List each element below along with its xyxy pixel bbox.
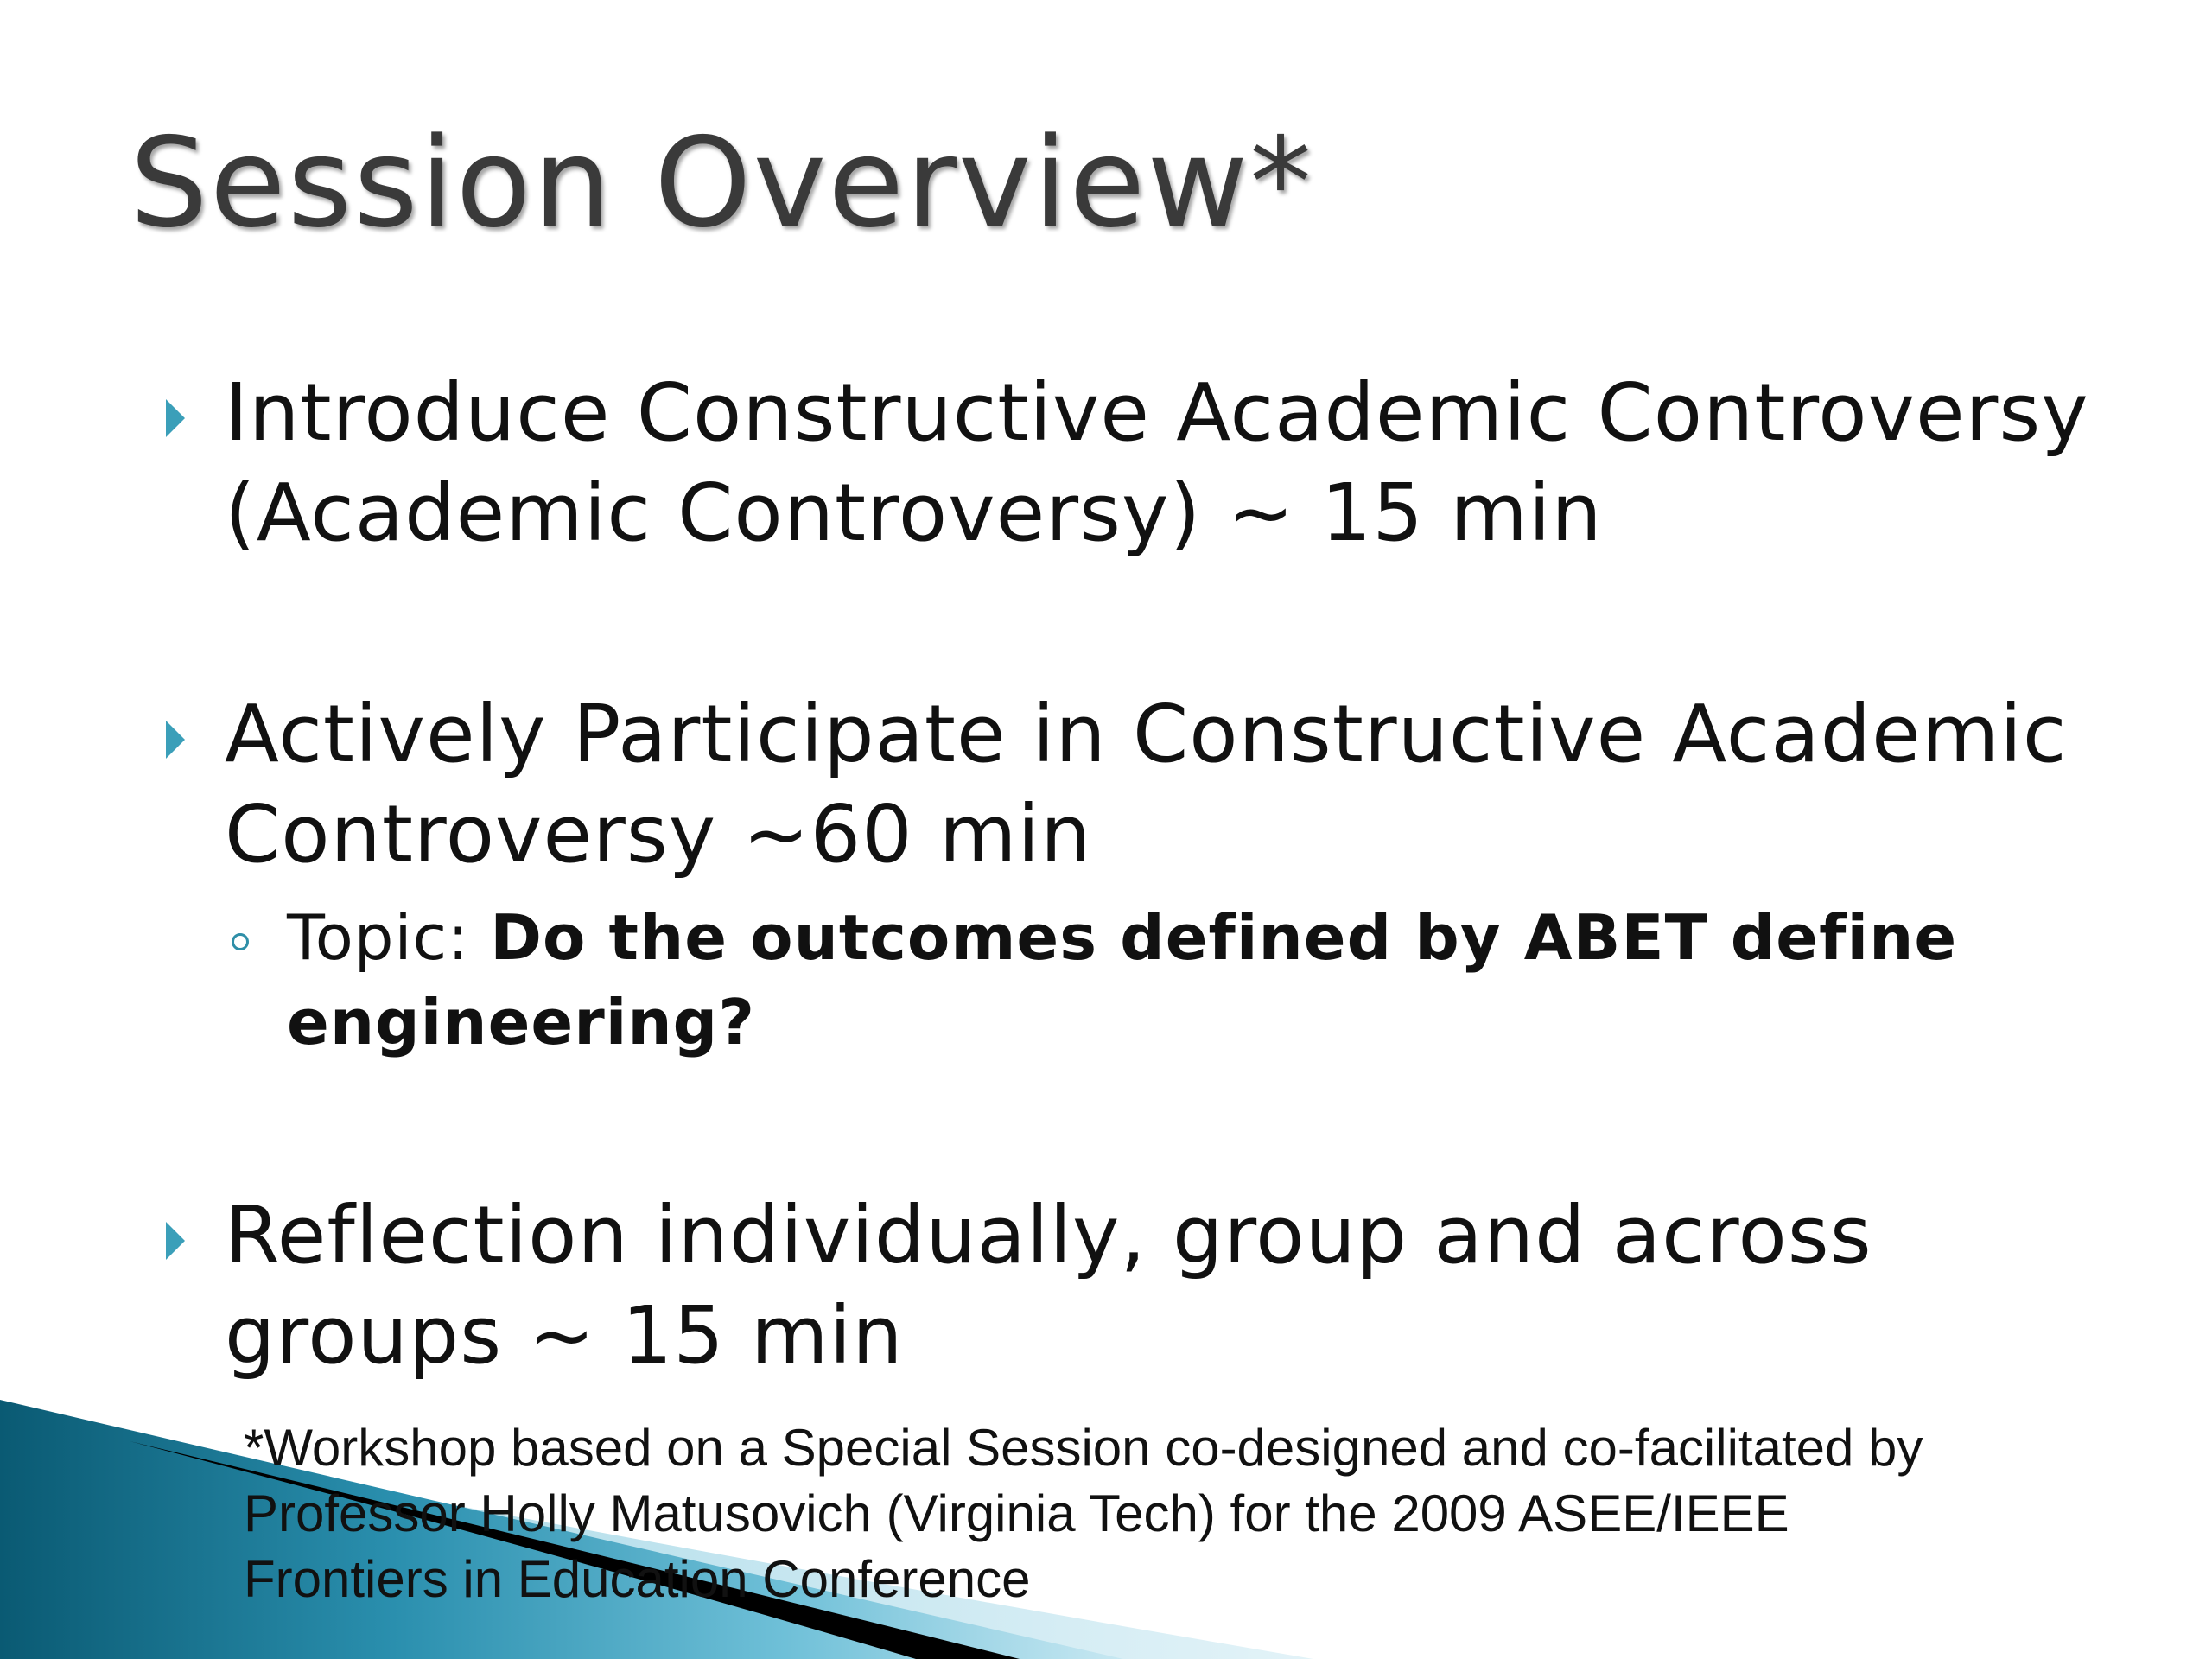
sub-bullet-topic xyxy=(225,895,2126,1065)
sub-bullet-line xyxy=(287,895,2126,980)
bullet-text-line: groups ~ 15 min xyxy=(225,1289,904,1382)
slide-title: Session Overview* xyxy=(130,111,1313,255)
bullet-text-line: Controversy ~60 min xyxy=(225,788,1092,880)
sub-bullet-list xyxy=(225,895,2126,1065)
bullet-list xyxy=(156,363,2126,1386)
bullet-text-line: Reflection individually, group and across xyxy=(225,1189,1872,1281)
bullet-text-line: Actively Participate in Constructive Academic xyxy=(225,688,2068,780)
circle-outline-icon xyxy=(232,933,249,950)
bullet-text-line: Introduce Constructive Academic Controversy xyxy=(225,366,2089,459)
footnote-line: Professor Holly Matusovich (Virginia Tech) for the 2009 ASEE/IEEE xyxy=(244,1484,1789,1542)
triangle-right-icon xyxy=(166,721,185,759)
footnote xyxy=(244,1415,2171,1612)
footnote-line: Frontiers in Education Conference xyxy=(244,1550,1031,1608)
topic-question-continued: engineering? xyxy=(287,986,755,1058)
bullet-item-introduce xyxy=(156,363,2126,563)
bullet-text-line: (Academic Controversy) ~ 15 min xyxy=(225,467,1603,559)
footnote-line: *Workshop based on a Special Session co-designed and co-facilitated by xyxy=(244,1419,1923,1477)
bullet-item-reflection xyxy=(156,1185,2126,1386)
topic-label: Topic: xyxy=(287,901,491,974)
topic-question: Do the outcomes defined by ABET define xyxy=(490,901,1958,974)
sub-bullet-line xyxy=(287,980,2126,1065)
triangle-right-icon xyxy=(166,1222,185,1260)
bullet-item-participate xyxy=(156,684,2126,1065)
triangle-right-icon xyxy=(166,399,185,437)
